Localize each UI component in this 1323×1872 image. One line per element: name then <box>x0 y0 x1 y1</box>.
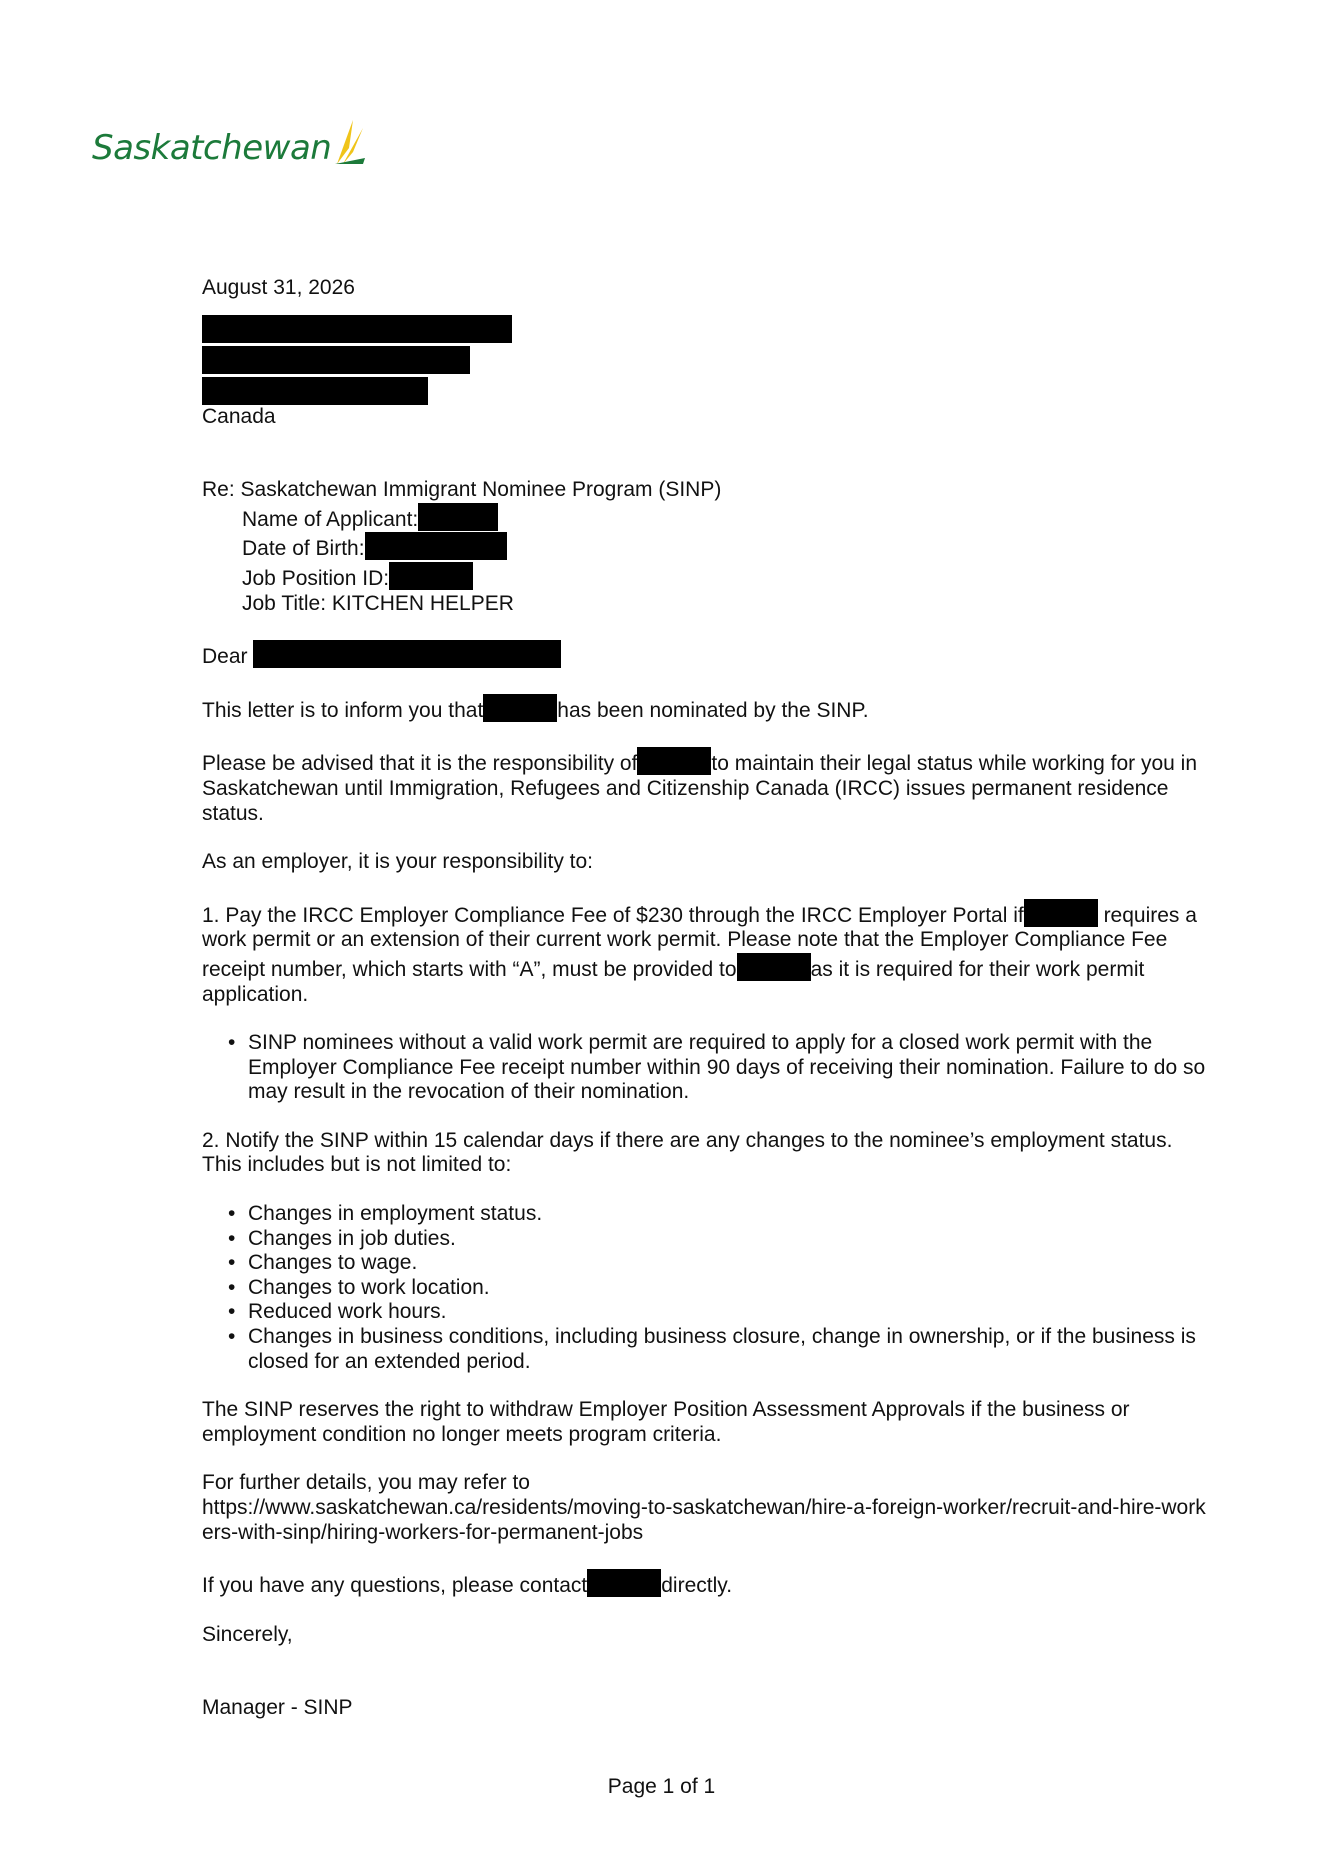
paragraph-nomination: This letter is to inform you that has been nominated by the SINP. <box>202 694 1212 724</box>
list-item: • SINP nominees without a valid work permit are required to apply for a closed work permit with the Employer Compliance Fee receipt number within 90 days of receiving their nomination. Failure to do so may result in the revocation of their nomination. <box>228 1031 1212 1105</box>
redacted-address-line <box>202 377 428 405</box>
item-notify: 2. Notify the SINP within 15 calendar days if there are any changes to the nominee’s employment status. This includes but is not limited to: <box>202 1128 1173 1177</box>
redacted-nominee <box>637 747 711 775</box>
signature: Manager - SINP <box>202 1696 353 1720</box>
redacted-nominee <box>737 953 811 981</box>
changes-list <box>202 1202 1212 1374</box>
job-title: Job Title: KITCHEN HELPER <box>242 591 514 615</box>
redacted-nominee <box>1024 899 1098 927</box>
wheat-logo-icon <box>333 118 367 166</box>
paragraph-questions: If you have any questions, please contact directly. <box>202 1569 1212 1599</box>
item-compliance-fee: 1. Pay the IRCC Employer Compliance Fee of $230 through the IRCC Employer Portal if requires a work permit or an extension of their current work permit. Please note that the Employer Compliance Fee receipt number, which starts with “A”, must be provided to as it is required for their work permit application. <box>202 899 1212 1007</box>
redacted-name <box>418 503 498 531</box>
saskatchewan-logo <box>92 118 367 168</box>
compliance-bullets <box>202 1031 1212 1105</box>
name-label: Name of Applicant: <box>242 507 419 531</box>
dob-label: Date of Birth: <box>242 537 365 561</box>
list-item: • Changes in job duties. <box>228 1227 1212 1252</box>
redacted-recipient <box>253 640 561 668</box>
address-country: Canada <box>202 404 276 428</box>
salutation: Dear <box>202 645 248 669</box>
list-item: • Changes in employment status. <box>228 1202 1212 1227</box>
logo-wordmark: Saskatchewan <box>92 128 332 168</box>
list-item: • Changes in business conditions, including business closure, change in ownership, or if the business is closed for an extended period. <box>228 1325 1212 1374</box>
paragraph-responsibility: Please be advised that it is the responsibility of to maintain their legal status while working for you in Saskatchewan until Immigration, Refugees and Citizenship Canada (IRCC) issues permanent residence status. <box>202 747 1212 826</box>
letter-date: August 31, 2026 <box>202 276 355 299</box>
closing: Sincerely, <box>202 1622 293 1646</box>
details-url: https://www.saskatchewan.ca/residents/moving-to-saskatchewan/hire-a-foreign-worker/recruit-and-hire-workers-with-sinp/hiring-workers-for-permanent-jobs <box>202 1496 1206 1544</box>
paragraph-details: For further details, you may refer to <box>202 1471 530 1495</box>
redacted-address-line <box>202 346 470 374</box>
letter-body <box>202 276 1212 1721</box>
paragraph-withdraw: The SINP reserves the right to withdraw Employer Position Assessment Approvals if the business or employment condition no longer meets program criteria. <box>202 1398 1130 1446</box>
redacted-nominee <box>483 694 557 722</box>
applicant-details <box>202 503 1212 616</box>
list-item: • Reduced work hours. <box>228 1300 1212 1325</box>
recipient-address <box>202 315 1212 430</box>
list-item: • Changes to wage. <box>228 1251 1212 1276</box>
redacted-address-line <box>202 315 512 343</box>
list-item: • Changes to work location. <box>228 1276 1212 1301</box>
job-id-label: Job Position ID: <box>242 566 390 590</box>
redacted-job-id <box>389 562 473 590</box>
re-line: Re: Saskatchewan Immigrant Nominee Program (SINP) <box>202 478 722 502</box>
page-number: Page 1 of 1 <box>607 1775 716 1798</box>
redacted-contact <box>587 1569 661 1597</box>
paragraph-employer: As an employer, it is your responsibility to: <box>202 850 594 874</box>
redacted-dob <box>365 532 507 560</box>
